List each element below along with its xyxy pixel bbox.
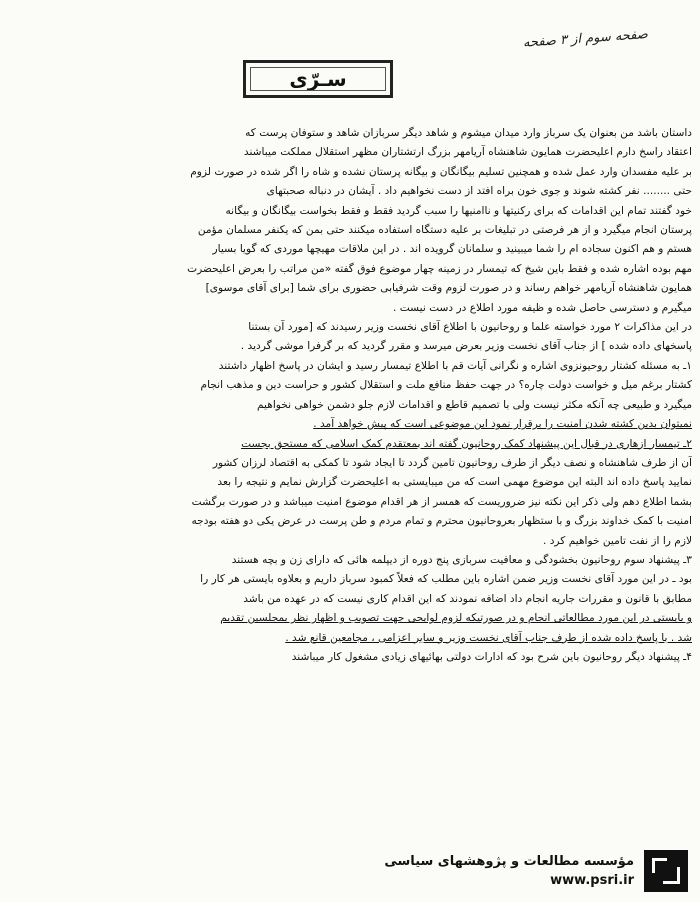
- body-line: هستم و هم اکنون سجاده ام را شما میبینید و سلمانان گرویده اند . در این ملاقات مهیچها موردی که گویا بسیار: [212, 243, 692, 256]
- body-line: نمایید پاسخ داده اند البته این موضوع مهمی است که من میبایستی به اعلیحضرت گزارش نمایم و نتیجه را بعد: [217, 476, 692, 489]
- body-line: ۱ـ به مسئله کشتار روحیونزوی اشاره و نگرانی آیات قم با اطلاع تیمسار رسید و ایشان در پاسخ اظهار داشتند: [218, 359, 692, 372]
- body-line: اعتقاد راسخ دارم اعلیحضرت همایون شاهنشاه آریامهر بزرگ ارتشتاران مظهر استقلال مملکت میباشند: [243, 146, 692, 159]
- body-line: لازم را از نفت تامین خواهیم کرد .: [542, 534, 692, 547]
- body-line: آن از طرف شاهنشاه و نصف دیگر از طرف روحانیون تامین گردد تا ایجاد شود تا کمکی به اقتصاد لرزان کشور: [212, 456, 692, 469]
- body-line: ۲ـ تیمسار ازهاری در قبال این پیشنهاد کمک روحانیون گفته اند بمعتقدم کمک اسلامی که مستحق بجست: [241, 437, 692, 450]
- body-line: حتی ........ نفر کشته شوند و جوی خون براه افتد از دست نخواهیم داد . آیشان در دنباله صحبتهای: [266, 185, 692, 198]
- institute-logo-icon: [644, 850, 688, 892]
- body-line: داستان باشد من بعنوان یک سرباز وارد میدان میشوم و شاهد دیگر سربازان شاهد و ستوفان پرست که: [245, 127, 692, 139]
- body-line: همایون شاهنشاه آریامهر خواهم رساند و در صورت لزوم وقت شرفیابی حضوری برای شما [برای آقای موسوی]: [205, 282, 692, 295]
- body-line: ۴ـ پیشنهاد دیگر روحانیون باین شرح بود که ادارات دولتی بهائیهای زیادی مشغول کار میباشند: [291, 650, 692, 663]
- institute-name: مؤسسه مطالعات و پژوهشهای سیاسی: [384, 854, 634, 869]
- body-line: نمیتوان بدین کشته شدن امنیت را برقرار نمود این موضوعی است که پیش خواهد آمد .: [313, 418, 692, 431]
- body-line: بشما اطلاع دهم ولی ذکر این نکته نیز ضروریست که همسر از هر اقدام موضوع امنیت میباشد و در صورت برگشت: [191, 495, 692, 508]
- body-line: میگیرد و طبیعی چه آنکه مکثر نیست ولی با تصمیم قاطع و اقدامات لازم جلو دشمن خواهی نخواهیم: [257, 398, 692, 411]
- body-line: و بایستی در این مورد مطالعاتی انجام و در صورتیکه لزوم لوایحی جهت تصویب و اظهار نظر بمجلسین تقدیم: [220, 612, 692, 625]
- body-line: ۳ـ پیشنهاد سوم روحانیون بخشودگی و معافیت سربازی پنج دوره از دیپلمه هائی که دارای زن و بچه هستند: [231, 553, 692, 566]
- body-line: شد . با پاسخ داده شده از طرف جناب آقای نخست وزیر و سایر اعزامی ، مجامعین قانع شد .: [285, 631, 692, 644]
- body-line: بود ـ در این مورد آقای نخست وزیر ضمن اشاره باین مطلب که فعلاً کمبود سرباز داریم و بعلاوه بایستی هر کار را: [200, 573, 692, 586]
- institute-url: www.psri.ir: [550, 873, 634, 888]
- body-line: در این مذاکرات ۲ مورد خواسته علما و روحانیون با اطلاع آقای نخست وزیر رسیدند که [مورد آن بستنا: [248, 321, 692, 334]
- handwritten-page-note: صفحه سوم از ۳ صفحه: [522, 27, 649, 51]
- body-line: میگیرم و دسترسی حاصل شده و ظیفه مورد اطلاع در دست نیست .: [393, 301, 692, 314]
- body-line: خود گفتند تمام این اقدامات که برای رکنیتها و ناامنیها را سبب گردید فقط و فقط بخواست بیگانگان و بیگانه: [225, 204, 692, 217]
- body-line: پرستان انجام میگیرد و از هر فرصتی در تبلیغات بر علیه دستگاه استفاده میکنند حتی بمن که یکنفر مسلمان مؤمن: [197, 224, 692, 237]
- body-line: امنیت با کمک خداوند بزرگ و با ستظهار بعروحانیون محترم و تمام مردم و طن پرست در عرض یکی دو هفته بودجه: [191, 515, 692, 528]
- body-line: پاسخهای داده شده ] از جناب آقای نخست وزیر بعرض میرسد و مقرر گردید که بر گرفرا موشی گردید .: [240, 340, 692, 353]
- classification-stamp: [243, 60, 393, 98]
- body-line: مهم بوده اشاره شده و فقط باین شیخ که تیمسار در زمینه چهار موضوع فوق گفته «من مراتب را بعرض اعلیحضرت: [187, 262, 692, 275]
- document-body: [60, 124, 692, 667]
- body-line: بر علیه مفسدان وارد عمل شده و همچنین تسلیم بیگانگان و بیگانه پرستان نشده و شاه را اگر شده در صورت لزوم: [190, 165, 692, 178]
- archive-watermark: [352, 848, 692, 894]
- body-line: مطابق با قانون و مقررات جاریه انجام داد اضافه نمودند که این اقدام کاری نیست که در عهده من باشد: [243, 592, 692, 605]
- classification-stamp-text: سـرّی: [289, 67, 347, 91]
- body-line: کشتار برغم میل و خواست دولت چاره؟ در جهت حفظ منافع ملت و استقلال کشور و حراست دین و مذهب انجام: [200, 379, 692, 392]
